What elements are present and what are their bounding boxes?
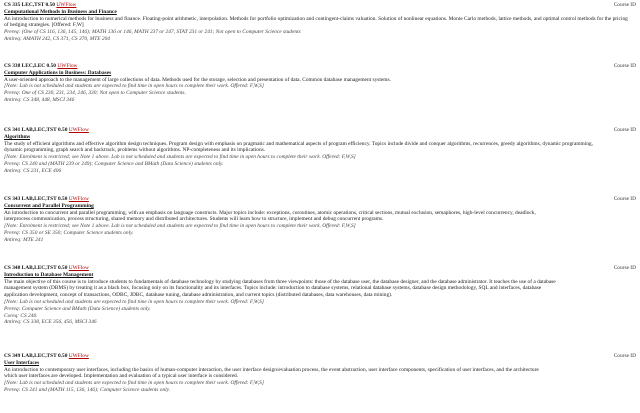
uwflow-link[interactable]: UWFlow	[57, 63, 78, 69]
course-code: CS 335 LEC,TST 0.50	[4, 2, 55, 8]
course-description: A user-oriented approach to the management of large collections of data. Methods used for the storage, selection and presentation of data. Common database management systems.	[4, 76, 391, 83]
course-list	[4, 2, 640, 413]
course-header	[4, 2, 640, 9]
course-note: Antireq: CS 338, ECE 356, 456, MSCI 346	[4, 319, 97, 326]
course-note: Prereq: CS 350 or SE 350; Computer Science students only.	[4, 229, 134, 236]
course-header	[4, 353, 640, 360]
course-id-label: Course ID	[613, 353, 636, 359]
uwflow-link[interactable]: UWFlow	[68, 353, 89, 359]
course-title: Concurrent and Parallel Programming	[4, 202, 94, 209]
course-note: Coreq: CS 240.	[4, 312, 38, 319]
course-note: Prereq: One of CS 230, 231, 234, 246, 330; Not open to Computer Science students.	[4, 90, 186, 97]
course-code: CS 348 LAB,LEC,TST 0.50	[4, 265, 68, 271]
course-note: Prereq: (One of CS 116, 136, 145, 146); MATH 136 or 146, MATH 237 or 247, STAT 231 or 241; Not open to Computer Science students	[4, 29, 301, 36]
course-note: Prereq: CS 241 and (MATH 115, 136, 146); Computer Science students only.	[4, 386, 171, 393]
course-title: User Interfaces	[4, 359, 40, 366]
course-description: The main objective of this course is to introduce students to fundamentals of database technology by studying databases from three viewpoints: those of the database user, the database designer, and the database administrator. It teaches the use of a database	[4, 278, 556, 285]
course-note: Antireq: AMATH 242, CS 371, CS 370, MTE 204	[4, 35, 110, 42]
uwflow-link[interactable]: UWFlow	[68, 196, 89, 202]
course-description: dynamic programming, graph search and backtrack, problems without algorithms. NP-completeness and its implications.	[4, 147, 266, 154]
course-description: An introduction to contemporary user interfaces, including the basics of human-computer interaction, the user interface design/evaluation process, the event abstraction, user interface components, specification of user interfaces, and the architecture	[4, 366, 539, 373]
course-entry	[4, 127, 640, 196]
course-id-label: Course ID	[613, 265, 636, 271]
course-id-label: Course ID	[613, 63, 636, 69]
course-note: [Note: Lab is not scheduled and students are expected to find time in open hours to complete their work. Offered: F,W,S]	[4, 298, 264, 305]
course-title: Computational Methods in Business and Finance	[4, 8, 117, 15]
course-note: Prereq: Computer Science and BMath (Data Science) students only.	[4, 305, 151, 312]
course-description: of hedging strategies. [Offered: F,W]	[4, 22, 84, 29]
course-code: CS 343 LAB,LEC,TST 0.50	[4, 196, 68, 202]
course-entry	[4, 353, 640, 413]
course-description: An introduction to concurrent and parallel programming, with an emphasis on language constructs. Major topics include: exceptions, coroutines, atomic operations, critical sections, mutual exclusion, semaphores, high-level concurrency, deadlock,	[4, 209, 536, 216]
course-note: Antireq: CS 348, 448, MSCI 346	[4, 96, 75, 103]
course-description: which user interfaces are developed. Implementation and evaluation of a typical user interface is considered.	[4, 373, 239, 380]
course-note: [Note: Enrolment is restricted; see Note 1 above. Lab is not scheduled and students are expected to find time in open hours to complete their work. Offered: F,W,S]	[4, 223, 356, 230]
course-header	[4, 265, 640, 272]
course-header	[4, 127, 640, 134]
course-header	[4, 63, 640, 70]
course-title: Computer Applications in Business: Databases	[4, 69, 112, 76]
course-description: The study of efficient algorithms and effective algorithm design techniques. Program design with emphasis on pragmatic and mathematical aspects of program efficiency. Topics include divide and conquer algorithms, recurrences, greedy algorithms, dynamic programming,	[4, 140, 593, 147]
course-id-label: Course ID	[613, 127, 636, 133]
course-note: Prereq: CS 240 and (MATH 239 or 249); Computer Science and BMath (Data Science) students only.	[4, 160, 224, 167]
course-id-label: Course ID	[613, 196, 636, 202]
course-code: CS 341 LAB,LEC,TST 0.50	[4, 127, 68, 133]
course-note: Antireq: MTE 241	[4, 236, 44, 243]
course-header	[4, 196, 640, 203]
course-entry	[4, 265, 640, 353]
course-entry	[4, 196, 640, 265]
course-description: application development, concept of transactions, ODBC, JDBC, database tuning, database administration, and current topics (distributed databases, data warehouses, data mining).	[4, 292, 393, 299]
course-code: CS 338 LEC,LEC 0.50	[4, 63, 56, 69]
course-title: Algorithms	[4, 133, 31, 140]
course-title: Introduction to Database Management	[4, 271, 94, 278]
uwflow-link[interactable]: UWFlow	[68, 265, 89, 271]
course-note: Antireq: CS 231, ECE 406	[4, 167, 62, 174]
course-description: interprocess communication, process structuring, shared memory and distributed architectures. Students will learn how to structure, implement and debug concurrent programs.	[4, 216, 384, 223]
course-entry	[4, 63, 640, 127]
course-note: [Note: Lab is not scheduled and students are expected to find time in open hours to complete their work. Offered: F,W,S]	[4, 380, 264, 387]
course-code: CS 349 LAB,LEC,TST 0.50	[4, 353, 68, 359]
course-note: [Note: Enrolment is restricted; see Note 1 above. Lab is not scheduled and students are expected to find time in open hours to complete their work. Offered: F,W,S]	[4, 154, 356, 161]
uwflow-link[interactable]: UWFlow	[56, 2, 77, 8]
course-entry	[4, 2, 640, 63]
course-note: [Note: Lab is not scheduled and students are expected to find time in open hours to complete their work. Offered: F,W,S]	[4, 83, 264, 90]
course-description: management system (DBMS) by treating it as a black box, focusing only on its functionality and its interfaces. Topics include: introduction to database systems, relational database systems, database design methodology, SQL and interfaces, database	[4, 285, 542, 292]
course-id-label: Course ID	[613, 2, 636, 8]
uwflow-link[interactable]: UWFlow	[68, 127, 89, 133]
course-description: An introduction to numerical methods for business and finance. Floating-point arithmetic, interpolation. Methods for portfolio optimization and contingent-claims valuation. Solution of nonlinear equations. Monte Carlo methods, lattice methods, and optimal control methods for the pricing	[4, 15, 628, 22]
